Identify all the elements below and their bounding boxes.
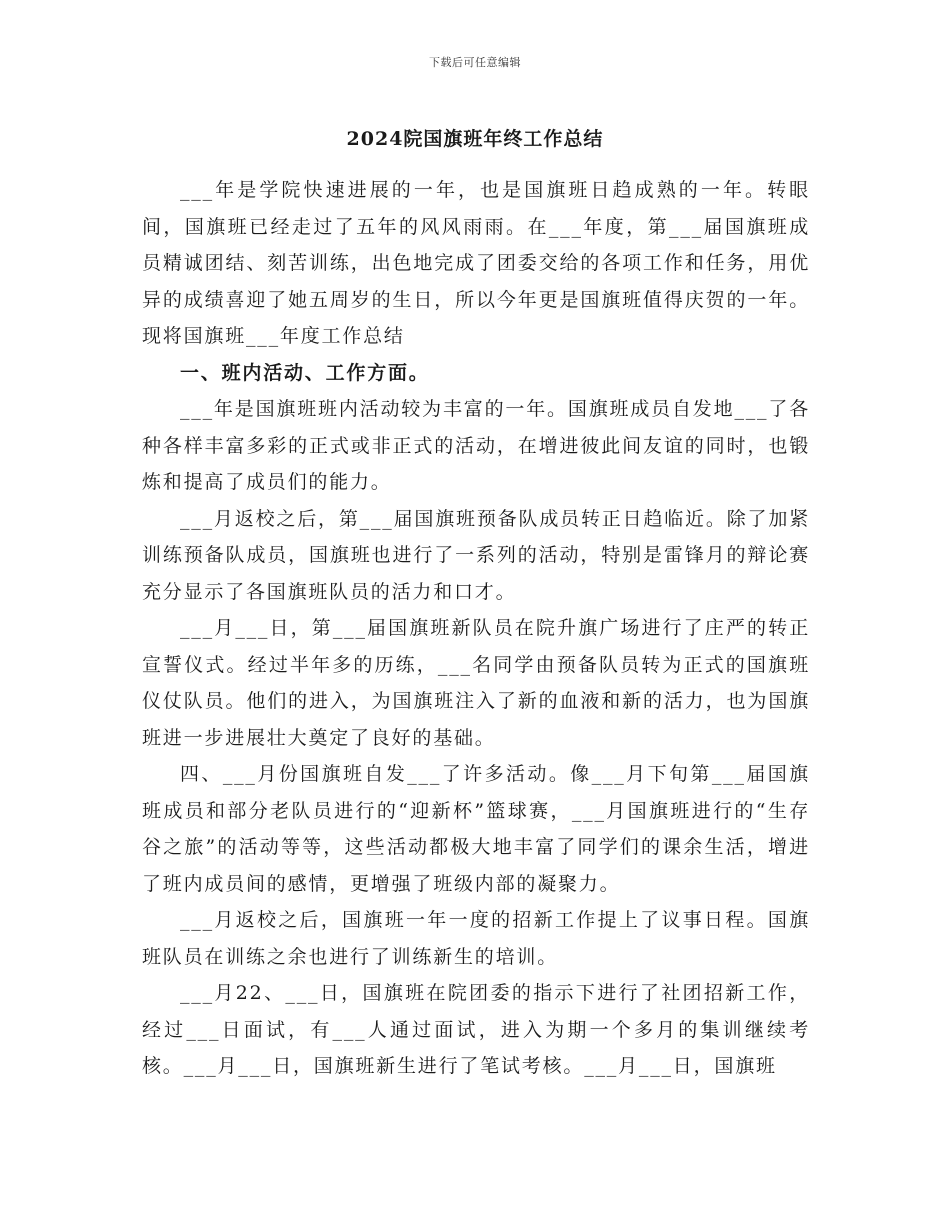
paragraph-intro: ___年是学院快速进展的一年，也是国旗班日趋成熟的一年。转眼间，国旗班已经走过了五年的风风雨雨。在___年度，第___届国旗班成员精诚团结、刻苦训练，出色地完成了团委交给的各项工作和任务，用优异的成绩喜迎了她五周岁的生日，所以今年更是国旗班值得庆贺的一年。现将国旗班___年度工作总结 bbox=[142, 179, 810, 347]
paragraph-oath-ceremony: ___月___日，第___届国旗班新队员在院升旗广场进行了庄严的转正宣誓仪式。经过半年多的历练，___名同学由预备队员转为正式的国旗班仪仗队员。他们的进入，为国旗班注入了新的血液和新的活力，也为国旗班进一步进展壮大奠定了良好的基础。 bbox=[142, 617, 810, 749]
paragraph-activities: ___年是国旗班班内活动较为丰富的一年。国旗班成员自发地___了各种各样丰富多彩的正式或非正式的活动，在增进彼此间友谊的同时，也锻炼和提高了成员们的能力。 bbox=[142, 398, 810, 493]
paragraph-recruitment: ___月22、___日，国旗班在院团委的指示下进行了社团招新工作，经过___日面试，有___人通过面试，进入为期一个多月的集训继续考核。___月___日，国旗班新生进行了笔试考核。___月___日，国旗班 bbox=[142, 982, 810, 1077]
paragraph-return-school: ___月返校之后，第___届国旗班预备队成员转正日趋临近。除了加紧训练预备队成员，国旗班也进行了一系列的活动，特别是雷锋月的辩论赛充分显示了各国旗班队员的活力和口才。 bbox=[142, 507, 810, 603]
paragraph-recruitment-plan: ___月返校之后，国旗班一年一度的招新工作提上了议事日程。国旗班队员在训练之余也进行了训练新生的培训。 bbox=[142, 909, 810, 968]
document-title: 2024院国旗班年终工作总结 bbox=[346, 128, 604, 150]
header-note: 下载后可任意编辑 bbox=[429, 56, 521, 69]
paragraph-events: 四、___月份国旗班自发___了许多活动。像___月下旬第___届国旗班成员和部分老队员进行的“迎新杯”篮球赛，___月国旗班进行的“生存谷之旅”的活动等等，这些活动都极大地丰富了同学们的课余生活，增进了班内成员间的感情，更增强了班级内部的凝聚力。 bbox=[142, 763, 810, 895]
document-body bbox=[142, 172, 810, 1085]
section-heading: 一、班内活动、工作方面。 bbox=[180, 361, 430, 384]
